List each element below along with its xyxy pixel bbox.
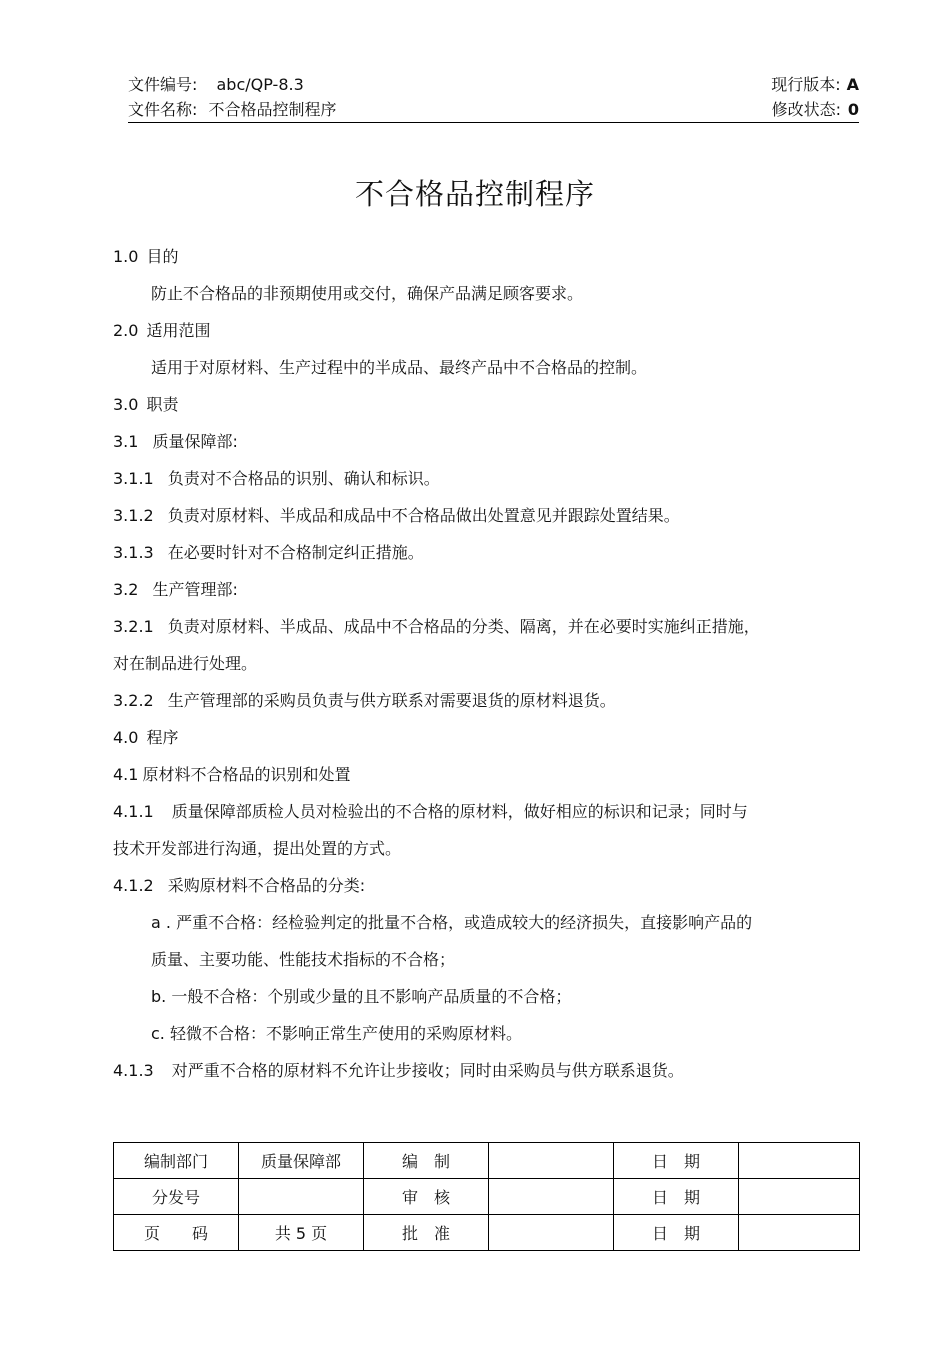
table-cell [739, 1143, 860, 1179]
section-line [113, 540, 833, 577]
section-line [113, 281, 833, 318]
section-line [113, 392, 833, 429]
table-row [114, 1179, 860, 1215]
section-text: 目的 [146, 247, 179, 266]
table-cell [739, 1179, 860, 1215]
table-cell: 审 核 [364, 1179, 489, 1215]
section-text: 质量、主要功能、性能技术指标的不合格； [151, 950, 456, 969]
section-text: 质量保障部: [152, 432, 238, 451]
table-cell: 日 期 [614, 1143, 739, 1179]
section-line [113, 577, 833, 614]
file-name [128, 97, 337, 120]
section-line [113, 355, 833, 392]
section-number: 3.1.3 [113, 543, 154, 562]
section-number: 4.1.2 [113, 876, 154, 895]
section-text: 生产管理部: [152, 580, 238, 599]
revision-status-label: 修改状态: [771, 100, 841, 119]
section-text: 负责对原材料、半成品和成品中不合格品做出处置意见并跟踪处置结果。 [167, 506, 680, 525]
section-text: 质量保障部质检人员对检验出的不合格的原材料，做好相应的标识和记录；同时与 [171, 802, 748, 821]
section-number: 3.2 [113, 580, 139, 599]
table-cell [739, 1215, 860, 1251]
file-number-label: 文件编号: [128, 75, 198, 94]
section-line [113, 762, 833, 799]
section-text: 生产管理部的采购员负责与供方联系对需要退货的原材料退货。 [167, 691, 616, 710]
section-text: 职责 [146, 395, 179, 414]
section-text: 适用于对原材料、生产过程中的半成品、最终产品中不合格品的控制。 [151, 358, 648, 377]
table-cell: 批 准 [364, 1215, 489, 1251]
table-cell: 分发号 [114, 1179, 239, 1215]
section-text: 程序 [146, 728, 179, 747]
table-cell: 日 期 [614, 1215, 739, 1251]
table-cell [489, 1179, 614, 1215]
document-body [113, 244, 833, 1095]
document-title: 不合格品控制程序 [354, 177, 595, 211]
table-cell: 编制部门 [114, 1143, 239, 1179]
table-cell [489, 1215, 614, 1251]
table-cell [489, 1143, 614, 1179]
section-line [113, 429, 833, 466]
section-text: 采购原材料不合格品的分类: [167, 876, 366, 895]
section-line [113, 503, 833, 540]
section-text: c. 轻微不合格：不影响正常生产使用的采购原材料。 [151, 1024, 522, 1043]
revision-status-value: 0 [847, 100, 859, 119]
section-text: 负责对不合格品的识别、确认和标识。 [167, 469, 440, 488]
section-number: 3.1.2 [113, 506, 154, 525]
section-line [113, 984, 833, 1021]
section-number: 4.1.1 [113, 802, 154, 821]
section-number: 3.1 [113, 432, 139, 451]
section-number: 3.0 [113, 395, 139, 414]
section-line [113, 947, 833, 984]
table-cell: 页 码 [114, 1215, 239, 1251]
section-line [113, 651, 833, 688]
section-line [113, 1021, 833, 1058]
table-row [114, 1215, 860, 1251]
table-cell: 日 期 [614, 1179, 739, 1215]
table-cell [239, 1179, 364, 1215]
revision-status [772, 97, 859, 120]
section-text: 适用范围 [146, 321, 211, 340]
section-text: 在必要时针对不合格制定纠正措施。 [167, 543, 424, 562]
section-number: 1.0 [113, 247, 139, 266]
section-text: 对在制品进行处理。 [113, 654, 258, 673]
current-version [771, 72, 859, 95]
section-text: b. 一般不合格：个别或少量的且不影响产品质量的不合格； [151, 987, 572, 1006]
current-version-label: 现行版本: [771, 75, 841, 94]
section-line [113, 1058, 833, 1095]
file-number [128, 72, 304, 95]
section-text: 技术开发部进行沟通，提出处置的方式。 [113, 839, 402, 858]
section-text: 原材料不合格品的识别和处置 [142, 765, 351, 784]
section-line [113, 836, 833, 873]
section-number: 4.0 [113, 728, 139, 747]
section-number: 2.0 [113, 321, 139, 340]
section-text: 负责对原材料、半成品、成品中不合格品的分类、隔离，并在必要时实施纠正措施， [167, 617, 760, 636]
section-number: 3.2.2 [113, 691, 154, 710]
section-number: 3.2.1 [113, 617, 154, 636]
section-line [113, 910, 833, 947]
table-cell: 编 制 [364, 1143, 489, 1179]
section-text: 防止不合格品的非预期使用或交付，确保产品满足顾客要求。 [151, 284, 584, 303]
header-divider [128, 122, 859, 123]
table-cell: 共 5 页 [239, 1215, 364, 1251]
table-row [114, 1143, 860, 1179]
section-line [113, 688, 833, 725]
table-cell: 质量保障部 [239, 1143, 364, 1179]
section-number: 4.1.3 [113, 1061, 154, 1080]
section-number: 4.1 [113, 765, 139, 784]
approval-table [113, 1142, 860, 1251]
section-text: a . 严重不合格：经检验判定的批量不合格，或造成较大的经济损失，直接影响产品的 [151, 913, 753, 932]
section-line [113, 799, 833, 836]
section-number: 3.1.1 [113, 469, 154, 488]
section-line [113, 873, 833, 910]
file-name-label: 文件名称: [128, 100, 198, 119]
section-text: 对严重不合格的原材料不允许让步接收；同时由采购员与供方联系退货。 [171, 1061, 684, 1080]
section-line [113, 244, 833, 281]
section-line [113, 614, 833, 651]
file-number-value: abc/QP-8.3 [216, 75, 304, 94]
file-name-value: 不合格品控制程序 [208, 100, 337, 119]
current-version-value: A [846, 75, 859, 94]
section-line [113, 318, 833, 355]
section-line [113, 466, 833, 503]
section-line [113, 725, 833, 762]
